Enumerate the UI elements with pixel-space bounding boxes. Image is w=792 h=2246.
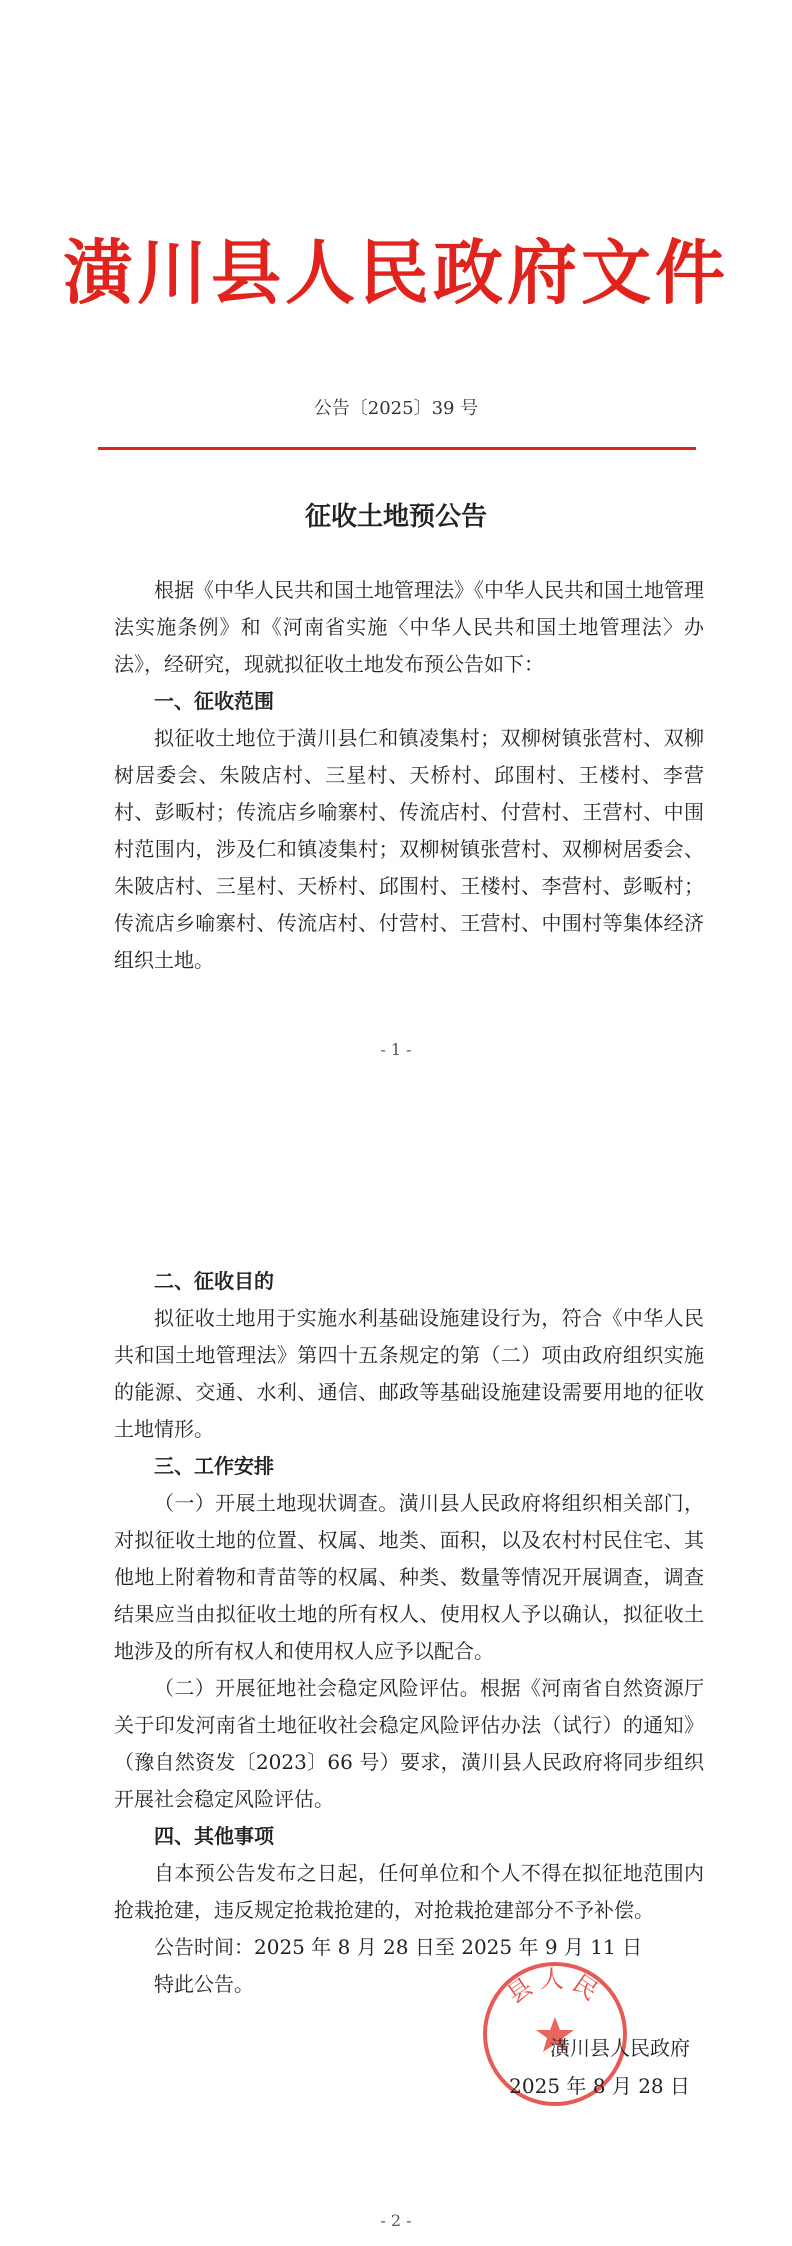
section-4-heading: 四、其他事项 <box>154 1824 274 1848</box>
page-2 <box>0 1123 792 2246</box>
section-2-heading: 二、征收目的 <box>154 1269 274 1293</box>
signature-date: 2025 年 8 月 28 日 <box>509 2074 690 2098</box>
closing-statement: 特此公告。 <box>154 1972 254 1996</box>
section-1-text: 拟征收土地位于潢川县仁和镇凌集村；双柳树镇张营村、双柳树居委会、朱陂店村、三星村、天桥村、邱围村、王楼村、李营村、彭畈村；传流店乡喻寨村、传流店村、付营村、王营村、中围村范围内，涉及仁和镇凌集村；双柳树镇张营村、双柳树居委会、朱陂店村、三星村、天桥村、邱围村、王楼村、李营村、彭畈村；传流店乡喻寨村、传流店村、付营村、王营村、中围村等集体经济组织土地。 <box>114 726 704 972</box>
signature-org: 潢川县人民政府 <box>550 2036 690 2060</box>
page-number-1: - 1 - <box>380 1040 412 1059</box>
section-3-item-1: （一）开展土地现状调查。潢川县人民政府将组织相关部门，对拟征收土地的位置、权属、地类、面积，以及农村村民住宅、其他地上附着物和青苗等的权属、种类、数量等情况开展调查，调查结果应当由拟征收土地的所有权人、使用权人予以确认，拟征收土地涉及的所有权人和使用权人应予以配合。 <box>114 1491 704 1663</box>
document-number: 公告〔2025〕39 号 <box>313 398 479 419</box>
red-divider <box>98 447 696 450</box>
page-1-body <box>114 572 704 979</box>
section-2-text: 拟征收土地用于实施水利基础设施建设行为，符合《中华人民共和国土地管理法》第四十五条规定的第（二）项由政府组织实施的能源、交通、水利、通信、邮政等基础设施建设需要用地的征收土地情形。 <box>114 1306 704 1441</box>
section-3-heading: 三、工作安排 <box>154 1454 274 1478</box>
page-number-2: - 2 - <box>380 2211 412 2230</box>
section-1-heading: 一、征收范围 <box>154 689 274 713</box>
signature-block <box>490 2029 690 2105</box>
document-title: 征收土地预公告 <box>304 502 487 532</box>
issuer-header-title: 潢川县人民政府文件 <box>63 231 729 314</box>
page-2-body <box>114 1263 704 2003</box>
announcement-period: 公告时间：2025 年 8 月 28 日至 2025 年 9 月 11 日 <box>154 1935 643 1959</box>
section-3-item-2: （二）开展征地社会稳定风险评估。根据《河南省自然资源厅关于印发河南省土地征收社会稳定风险评估办法（试行）的通知》（豫自然资发〔2023〕66 号）要求，潢川县人民政府将同步组织开展社会稳定风险评估。 <box>114 1676 704 1811</box>
intro-paragraph: 根据《中华人民共和国土地管理法》《中华人民共和国土地管理法实施条例》和《河南省实施〈中华人民共和国土地管理法〉办法》，经研究，现就拟征收土地发布预公告如下： <box>114 578 704 676</box>
seal-text: 县人民 <box>501 1965 609 2010</box>
section-4-text: 自本预公告发布之日起，任何单位和个人不得在拟征地范围内抢栽抢建，违反规定抢栽抢建的，对抢栽抢建部分不予补偿。 <box>114 1861 704 1922</box>
